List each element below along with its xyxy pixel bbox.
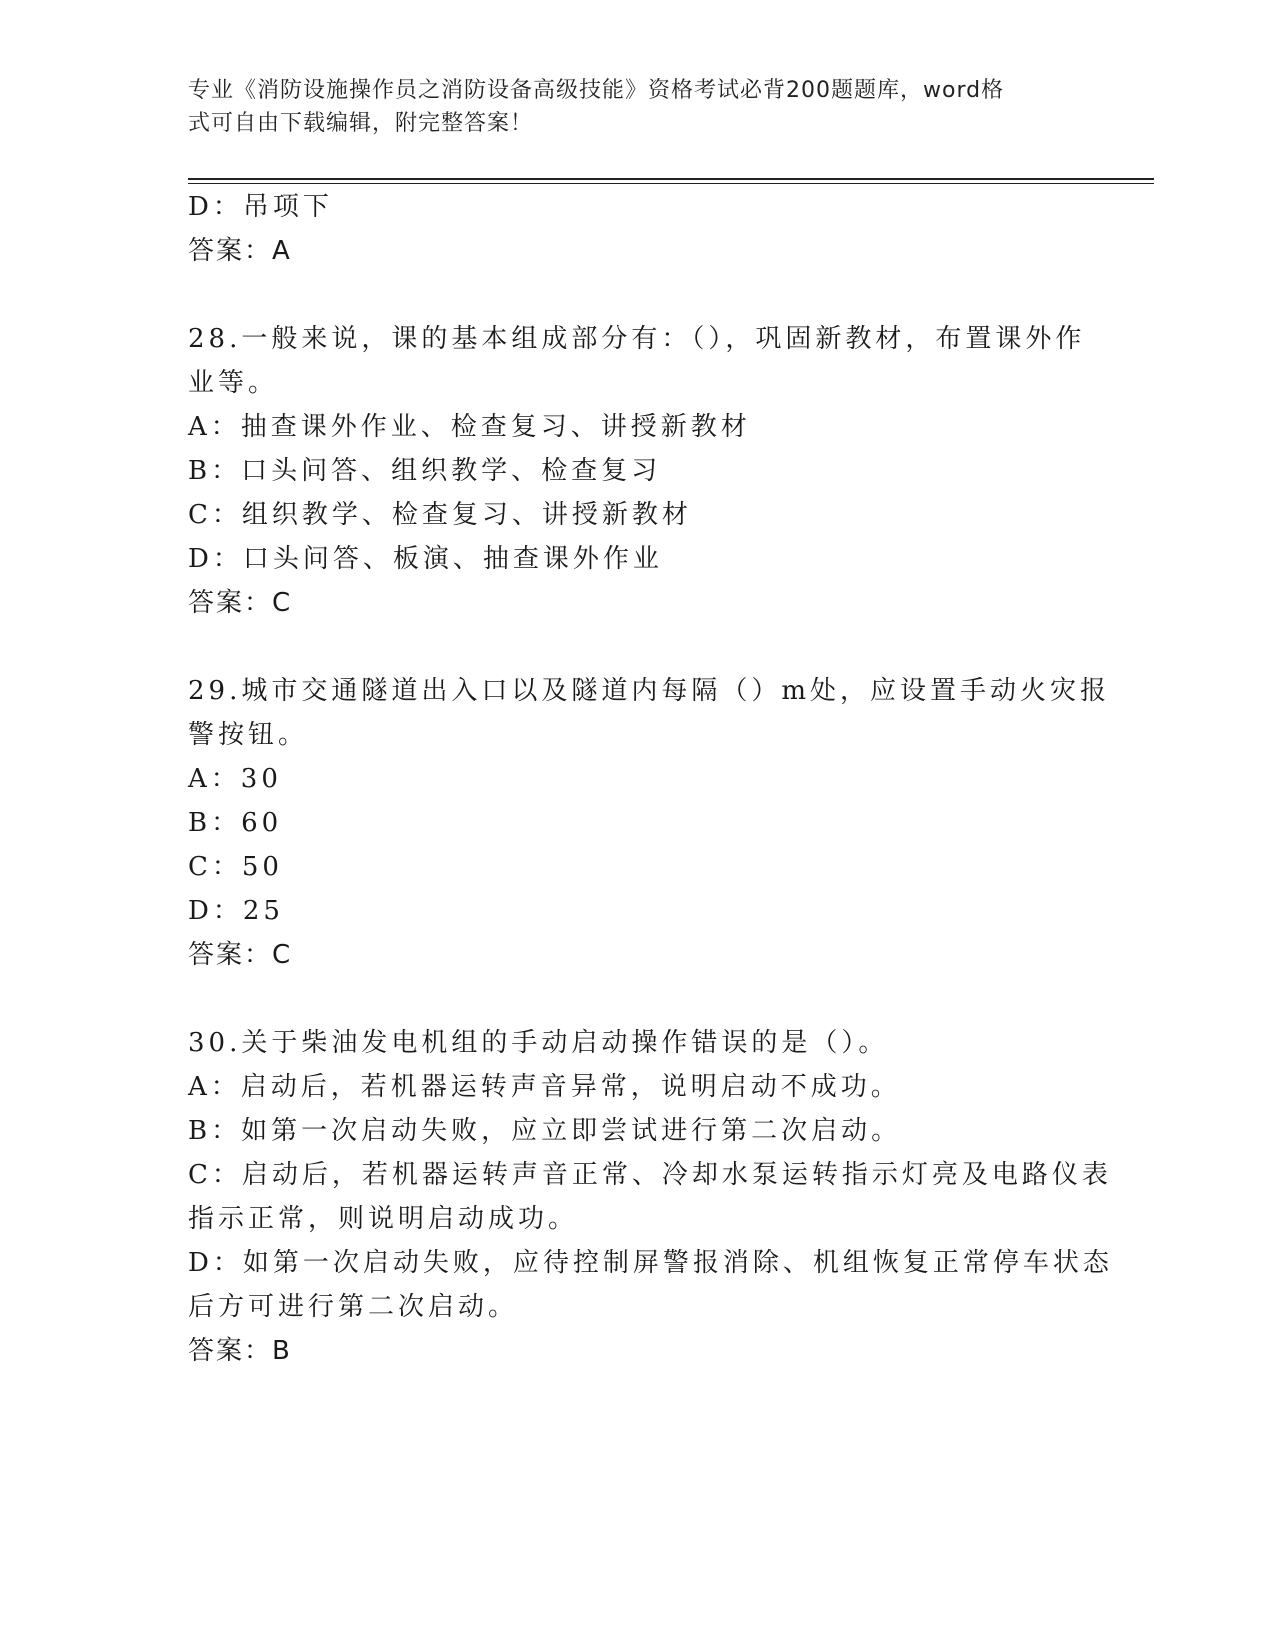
q29-stem-line-2: 警按钮。 xyxy=(188,720,309,750)
q29-option-c: C：50 xyxy=(188,852,283,882)
q28-option-c: C：组织教学、检查复习、讲授新教材 xyxy=(188,500,692,530)
q30-option-a: A：启动后，若机器运转声音异常，说明启动不成功。 xyxy=(188,1072,901,1102)
header-line-2: 式可自由下载编辑，附完整答案！ xyxy=(188,111,534,136)
q30-option-d-line-1: D：如第一次启动失败，应待控制屏警报消除、机组恢复正常停车状态 xyxy=(188,1248,1113,1278)
prev-option-d: D：吊项下 xyxy=(188,192,333,222)
q30-option-c-line-1: C：启动后，若机器运转声音正常、冷却水泵运转指示灯亮及电路仪表 xyxy=(188,1160,1112,1190)
q28-option-b: B：口头问答、组织教学、检查复习 xyxy=(188,456,662,486)
header-line-1: 专业《消防设施操作员之消防设备高级技能》资格考试必背200题题库，word格 xyxy=(188,78,1005,103)
q30-option-b: B：如第一次启动失败，应立即尝试进行第二次启动。 xyxy=(188,1116,902,1146)
q30-answer: 答案：B xyxy=(188,1336,292,1366)
document-header xyxy=(188,74,1068,140)
q30-option-d-line-2: 后方可进行第二次启动。 xyxy=(188,1292,519,1322)
q29-option-a: A：30 xyxy=(188,764,282,794)
q29-option-b: B：60 xyxy=(188,808,283,838)
q28-stem-line-1: 28.一般来说，课的基本组成部分有：（），巩固新教材，布置课外作 xyxy=(188,324,1086,354)
q29-answer: 答案：C xyxy=(188,940,293,970)
header-rule-thin xyxy=(188,183,1154,184)
q28-answer: 答案：C xyxy=(188,588,293,618)
q30-stem: 30.关于柴油发电机组的手动启动操作错误的是（）。 xyxy=(188,1028,889,1058)
q28-stem-line-2: 业等。 xyxy=(188,368,279,398)
q30-option-c-line-2: 指示正常，则说明启动成功。 xyxy=(188,1204,579,1234)
q28-option-d: D：口头问答、板演、抽查课外作业 xyxy=(188,544,663,574)
q28-option-a: A：抽查课外作业、检查复习、讲授新教材 xyxy=(188,412,751,442)
q29-option-d: D：25 xyxy=(188,896,284,926)
q29-stem-line-1: 29.城市交通隧道出入口以及隧道内每隔（）m处，应设置手动火灾报 xyxy=(188,676,1111,706)
header-rule-thick xyxy=(188,178,1154,180)
prev-answer: 答案：A xyxy=(188,236,292,266)
